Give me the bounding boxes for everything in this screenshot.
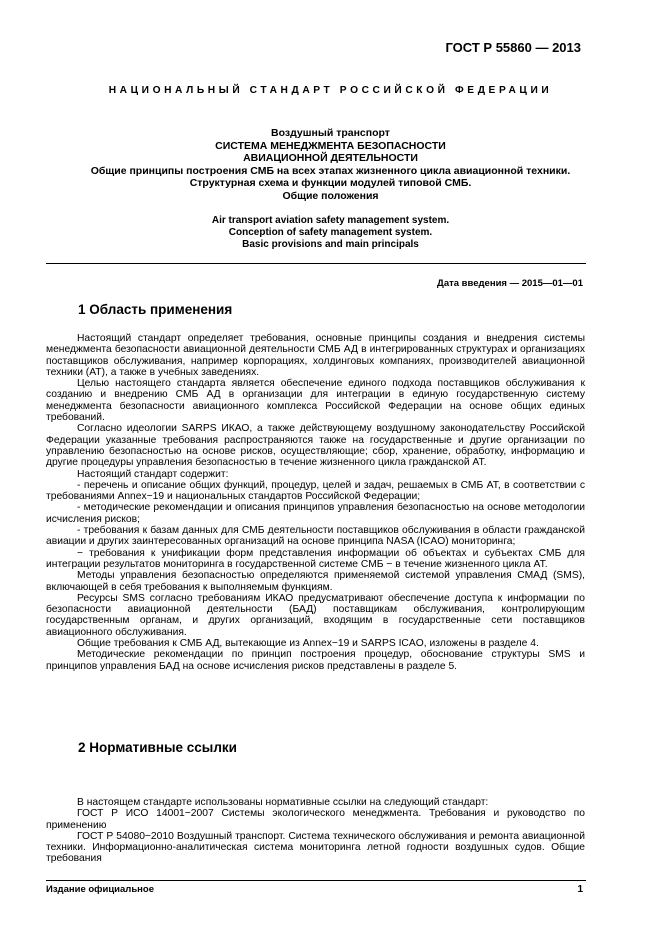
title-ru-line: АВИАЦИОННОЙ ДЕЯТЕЛЬНОСТИ — [243, 152, 418, 165]
document-title-block — [60, 127, 601, 251]
paragraph: Настоящий стандарт содержит: — [77, 468, 229, 480]
title-ru-line: Общие положения — [282, 189, 379, 202]
national-standard-title: НАЦИОНАЛЬНЫЙ СТАНДАРТ РОССИЙСКОЙ ФЕДЕРАЦИИ — [108, 85, 553, 96]
introduction-date: Дата введения — 2015—01—01 — [437, 278, 583, 289]
title-en-line: Air transport aviation safety management system. — [211, 214, 450, 226]
reference-item: ГОСТ Р ИСО 14001−2007 Системы экологического менеджмента. Требования и руководство по применению — [46, 808, 585, 831]
section-2-heading: 2 Нормативные ссылки — [78, 740, 237, 755]
title-en-line: Basic provisions and main principals — [242, 238, 419, 250]
title-ru-line: СИСТЕМА МЕНЕДЖМЕНТА БЕЗОПАСНОСТИ — [215, 139, 446, 152]
section-2-body — [46, 797, 585, 865]
section-1-heading: 1 Область применения — [78, 302, 233, 317]
paragraph: Настоящий стандарт определяет требования, основные принципы создания и внедрения системы менеджмента безопасности авиационной деятельности СМБ АД в интегрированных структурах и организациях поставщиков обслуживания, например корпорациях, холдинговых компаниях, производителей авиационной техники (АТ), а также в учебных заведениях. — [46, 333, 585, 378]
list-item: - требования к базам данных для СМБ деятельности поставщиков обслуживания в области гражданской авиации и других заинтересованных организаций на основе принципа NASA (ICAO) мониторинга; — [46, 525, 585, 548]
edition-label: Издание официальное — [46, 884, 154, 895]
list-item: - перечень и описание общих функций, процедур, целей и задач, решаемых в СМБ АТ, в соответствии с требованиями Annex−19 и национальных стандартов Российской Федерации; — [46, 479, 585, 503]
paragraph: Методические рекомендации по принцип построения процедур, обоснование структуры SMS и принципов управления БАД на основе исчисления рисков представлены в разделе 5. — [46, 649, 585, 672]
list-item: - методические рекомендации и описания принципов управления безопасностью на основе методологии исчисления рисков; — [46, 502, 585, 525]
footer-divider — [46, 880, 586, 881]
document-code: ГОСТ Р 55860 — 2013 — [445, 40, 581, 55]
list-item: − требования к унификации форм представления информации об объектах и субъектах СМБ для интеграции результатов мониторинга в государственной системе СМБ − в течение жизненного цикла АТ. — [46, 547, 585, 570]
page-number: 1 — [577, 884, 583, 895]
header-divider — [46, 263, 586, 264]
title-ru-line: Воздушный транспорт — [271, 127, 390, 139]
title-ru-line: Общие принципы построения СМБ на всех этапах жизненного цикла авиационной техники. — [90, 164, 571, 177]
reference-item: ГОСТ Р 54080−2010 Воздушный транспорт. Система технического обслуживания и ремонта авиационной техники. Информационно-аналитическая система мониторинга летной годности воздушных судов. Общие требования — [46, 830, 585, 865]
section-1-body — [46, 333, 585, 672]
title-en-block — [60, 215, 601, 252]
paragraph: Общие требования к СМБ АД, вытекающие из Annex−19 и SARPS ICAO, изложены в разделе 4. — [77, 638, 539, 650]
title-ru-line: Структурная схема и функции модулей типовой СМБ. — [189, 177, 472, 190]
title-en-line: Conception of safety management system. — [228, 226, 433, 238]
paragraph: Методы управления безопасностью определяются применяемой системой управления СМАД (SMS), включающей в себя требования к выполняемым функциям. — [46, 570, 585, 593]
paragraph: Целью настоящего стандарта является обеспечение единого подхода поставщиков обслуживания к созданию и внедрению СМБ АД в организации для интеграции в единую государственную систему менеджмента безопасности авиационного комплекса Российской Федерации на основе общих единых требований. — [46, 378, 585, 424]
paragraph: В настоящем стандарте использованы нормативные ссылки на следующий стандарт: — [77, 797, 489, 808]
paragraph: Ресурсы SMS согласно требованиям ИКАО предусматривают обеспечение доступа к информации по безопасности авиационной деятельности (БАД) поставщикам обслуживания, контролирующим государственным органам, и других организаций, входящим в государственные сети поставщиков авиационного обслуживания. — [46, 592, 585, 638]
paragraph: Согласно идеологии SARPS ИКАО, а также действующему воздушному законодательству Российской Федерации указанные требования распространяются также на государственные и другие организации по управлению безопасностью на основе рисков, осуществляющие; сбор, хранение, обработку, информацию и другие процедуры управления безопасностью в течение жизненного цикла гражданской АТ. — [46, 423, 585, 469]
